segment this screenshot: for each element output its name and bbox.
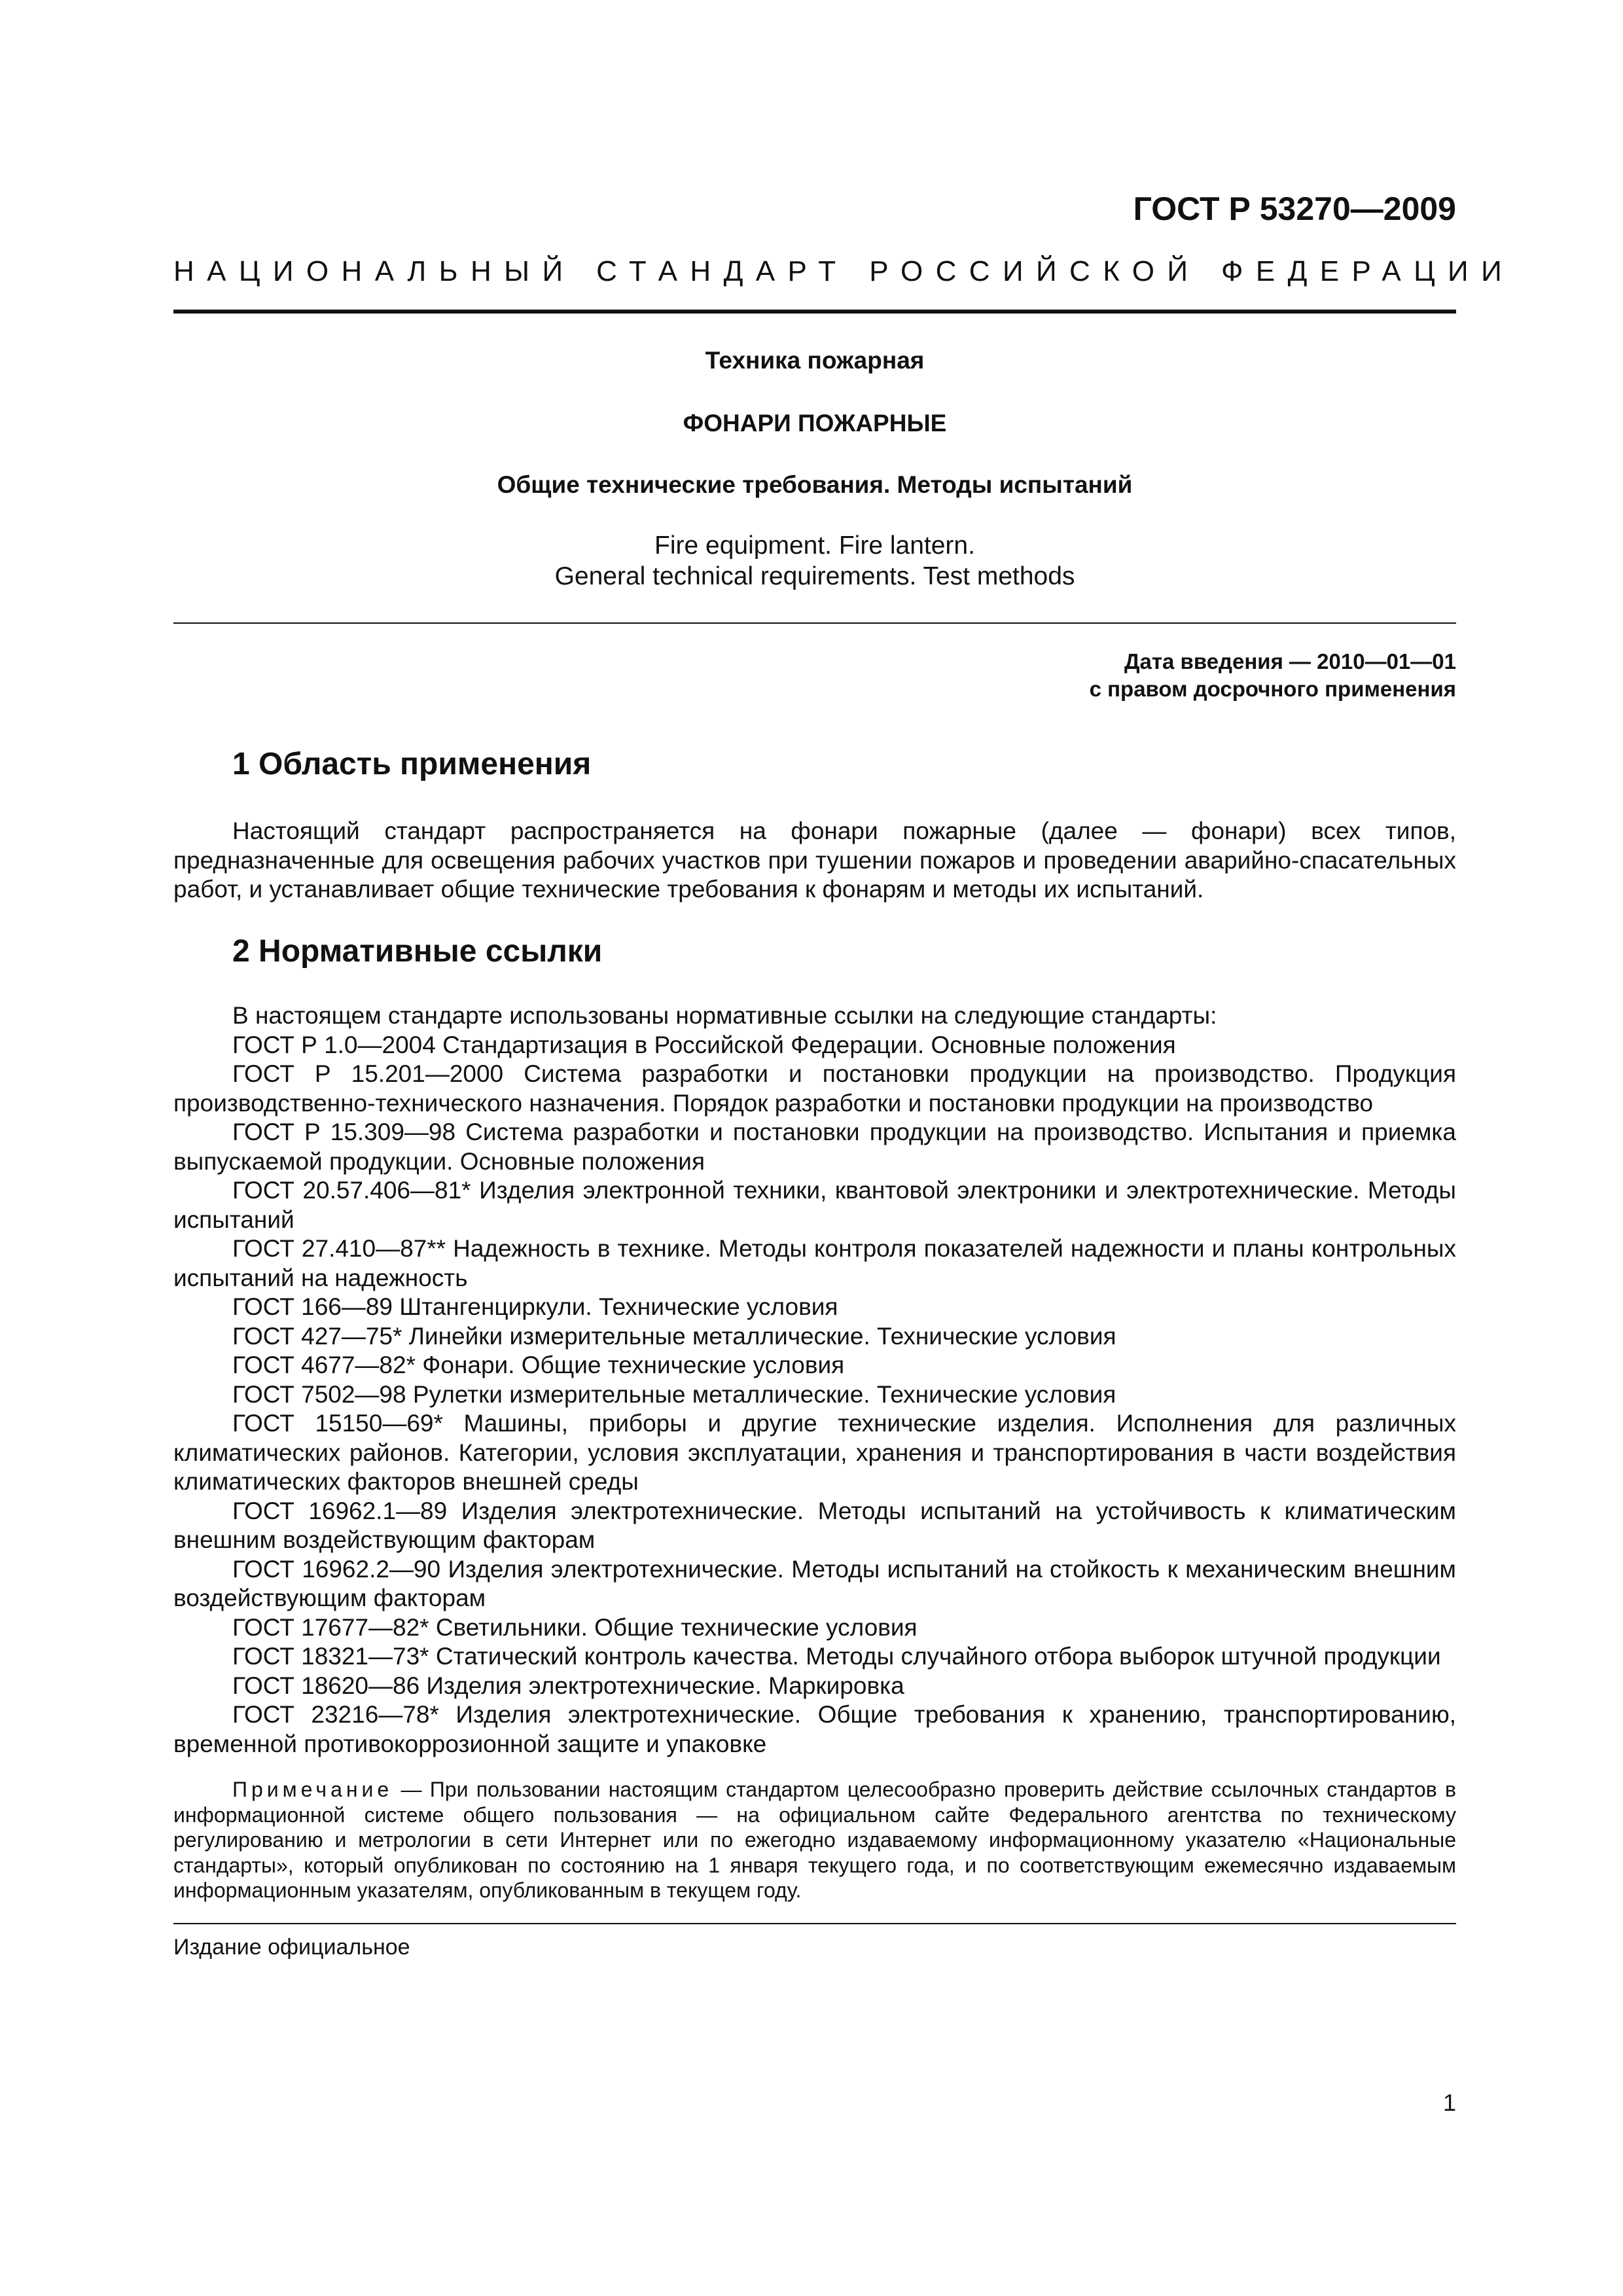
reference-item: ГОСТ 18620—86 Изделия электротехнические. Маркировка xyxy=(232,1672,904,1699)
section-1-body xyxy=(173,817,1456,905)
reference-item: ГОСТ 18321—73* Статический контроль качества. Методы случайного отбора выборок штучной продукции xyxy=(232,1643,1441,1670)
reference-item: ГОСТ 15150—69* Машины, приборы и другие технические изделия. Исполнения для различных климатических районов. Категории, условия эксплуатации, хранения и транспортирования в части воздействия климатических факторов внешней среды xyxy=(173,1410,1456,1495)
document-page xyxy=(173,0,1515,2296)
reference-item: ГОСТ 17677—82* Светильники. Общие технические условия xyxy=(232,1613,918,1641)
note-block xyxy=(173,1777,1456,1903)
references-intro: В настоящем стандарте использованы нормативные ссылки на следующие стандарты: xyxy=(232,1002,1217,1029)
section-2-body xyxy=(173,1001,1456,1759)
reference-item: ГОСТ Р 15.201—2000 Система разработки и постановки продукции на производство. Продукция производственно-технического назначения. Порядок разработки и постановки продукции на производство xyxy=(173,1060,1456,1117)
note-paragraph xyxy=(173,1777,1456,1903)
reference-item: ГОСТ Р 15.309—98 Система разработки и постановки продукции на производство. Испытания и приемка выпускаемой продукции. Основные положения xyxy=(173,1119,1456,1175)
section-1-heading: 1 Область применения xyxy=(232,747,592,781)
national-standard-title: НАЦИОНАЛЬНЫЙ СТАНДАРТ РОССИЙСКОЙ ФЕДЕРАЦИИ xyxy=(173,255,1515,287)
reference-item: ГОСТ 20.57.406—81* Изделия электронной техники, квантовой электроники и электротехнические. Методы испытаний xyxy=(173,1177,1456,1233)
category-title: Техника пожарная xyxy=(705,347,925,374)
introduction-date xyxy=(1090,648,1456,703)
early-application-line: с правом досрочного применения xyxy=(1089,677,1456,701)
title-rule xyxy=(173,622,1456,624)
reference-item: ГОСТ 427—75* Линейки измерительные металлические. Технические условия xyxy=(232,1322,1116,1350)
gost-number: ГОСТ Р 53270—2009 xyxy=(1133,190,1456,227)
reference-item: ГОСТ 4677—82* Фонари. Общие технические условия xyxy=(232,1352,845,1378)
note-label: Примечание xyxy=(232,1778,393,1801)
reference-item: ГОСТ 16962.1—89 Изделия электротехнические. Методы испытаний на устойчивость к климатическим внешним воздействующим факторам xyxy=(173,1497,1456,1553)
reference-item: ГОСТ 7502—98 Рулетки измерительные металлические. Технические условия xyxy=(232,1380,1116,1408)
reference-item: ГОСТ Р 1.0—2004 Стандартизация в Российской Федерации. Основные положения xyxy=(232,1031,1176,1058)
english-title-line1: Fire equipment. Fire lantern. xyxy=(654,531,975,560)
header-rule xyxy=(173,310,1456,314)
reference-item: ГОСТ 27.410—87** Надежность в технике. Методы контроля показателей надежности и планы контрольных испытаний на надежность xyxy=(173,1235,1456,1291)
document-subtitle: Общие технические требования. Методы испытаний xyxy=(497,471,1133,498)
reference-item: ГОСТ 23216—78* Изделия электротехнические. Общие требования к хранению, транспортированию, временной противокоррозионной защите и упаковке xyxy=(173,1701,1456,1757)
english-title-line2: General technical requirements. Test methods xyxy=(554,562,1075,590)
official-edition-label: Издание официальное xyxy=(173,1935,410,1960)
section-2-heading: 2 Нормативные ссылки xyxy=(232,934,603,969)
page-number: 1 xyxy=(1442,2089,1456,2116)
reference-item: ГОСТ 16962.2—90 Изделия электротехнические. Методы испытаний на стойкость к механическим внешним воздействующим факторам xyxy=(173,1555,1456,1611)
introduction-date-line: Дата введения — 2010—01—01 xyxy=(1124,649,1456,673)
footer-rule xyxy=(173,1923,1456,1924)
section-1-paragraph: Настоящий стандарт распространяется на фонари пожарные (далее — фонари) всех типов, предназначенные для освещения рабочих участков при тушении пожаров и проведении аварийно-спасательных работ, и устанавливает общие технические требования к фонарям и методы их испытаний. xyxy=(173,817,1456,903)
note-text: — При пользовании настоящим стандартом целесообразно проверить действие ссылочных стандартов в информационной системе общего пользования — на официальном сайте Федерального агентства по техническому регулированию и метрологии в сети Интернет или по ежегодно издаваемому информационному указателю «Национальные стандарты», который опубликован по состоянию на 1 января текущего года, и по соответствующим ежемесячно издаваемым информационным указателям, опубликованным в текущем году. xyxy=(173,1778,1456,1902)
reference-item: ГОСТ 166—89 Штангенциркули. Технические условия xyxy=(232,1293,838,1320)
document-title: ФОНАРИ ПОЖАРНЫЕ xyxy=(683,410,947,437)
